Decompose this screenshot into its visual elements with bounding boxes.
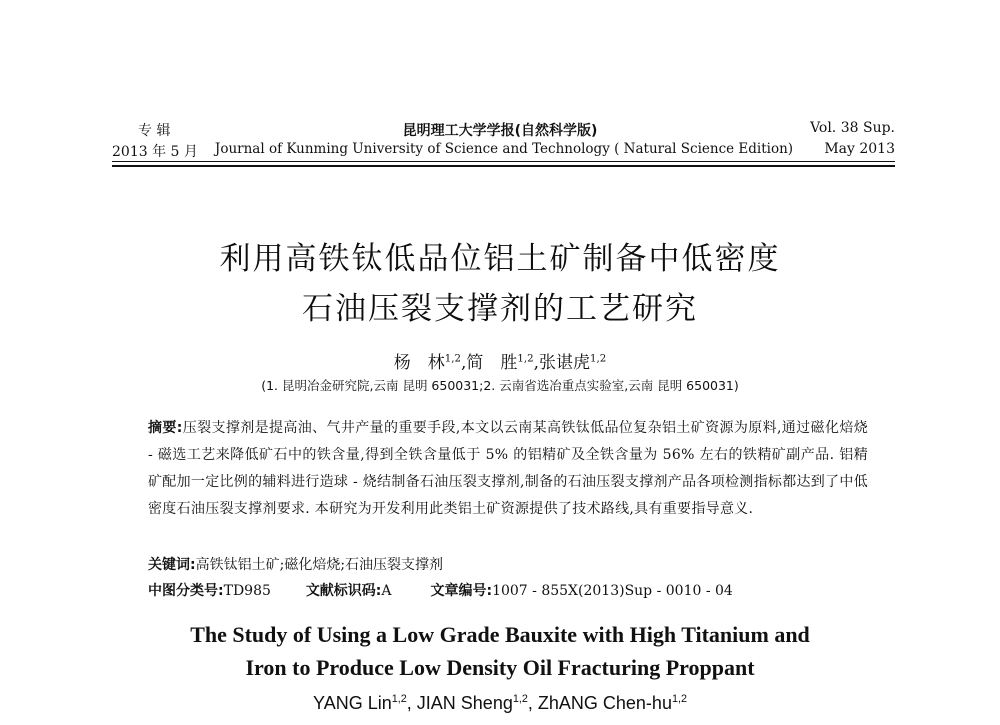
- clc-label: 中图分类号:: [148, 583, 224, 599]
- header-date: 2013 年 5 月: [112, 144, 198, 160]
- journal-name-cn: 昆明理工大学学报(自然科学版): [402, 123, 598, 139]
- title-cn-line1: 利用高铁钛低品位铝土矿制备中低密度: [219, 241, 781, 277]
- abstract-text: 压裂支撑剂是提高油、气井产量的重要手段,本文以云南某高铁钛低品位复杂铝土矿资源为原料,通过磁化焙烧 - 磁选工艺来降低矿石中的铁含量,得到全铁含量低于 5% 的铝精矿及全铁含量为 56% 左右的铁精矿副产品. 铝精矿配加一定比例的辅料进行造球 - 烧结制备石油压裂支撑剂,制备的石油压裂支撑剂产品各项检测指标都达到了中低密度石油压裂支撑剂要求. 本研究为开发利用此类铝土矿资源提供了技术路线,具有重要指导意义.: [148, 420, 868, 517]
- author-separator: ,: [460, 353, 467, 373]
- clc-value: TD985: [223, 583, 271, 599]
- doc-code-value: A: [381, 583, 392, 599]
- title-en-line1: The Study of Using a Low Grade Bauxite with High Titanium and: [190, 622, 810, 647]
- title-cn-line2: 石油压裂支撑剂的工艺研究: [302, 291, 698, 327]
- author-en: JIAN Sheng: [416, 693, 513, 713]
- author-separator: ,: [406, 693, 412, 713]
- authors-cn: [0, 348, 1000, 373]
- author-affiliation-sup: 1,2: [512, 693, 528, 705]
- author-cn: 简 胜: [466, 353, 518, 373]
- author-affiliation-sup: 1,2: [671, 693, 687, 705]
- volume-info: Vol. 38 Sup.: [810, 120, 895, 136]
- author-separator: ,: [533, 353, 539, 373]
- abstract-cn: [148, 415, 868, 523]
- author-en: ZhANG Chen-hu: [537, 693, 672, 713]
- author-separator: ,: [527, 693, 533, 713]
- author-affiliation-sup: 1,2: [444, 353, 461, 365]
- author-affiliation-sup: 1,2: [517, 353, 534, 365]
- abstract-label: 摘要:: [148, 420, 183, 436]
- classification-line: [148, 580, 868, 600]
- author-cn: 张谌虎: [539, 353, 590, 373]
- doc-code-label: 文献标识码:: [305, 583, 382, 599]
- author-affiliation-sup: 1,2: [590, 353, 607, 365]
- author-en: YANG Lin: [313, 693, 392, 713]
- article-no-label: 文章编号:: [430, 583, 493, 599]
- keywords-label: 关键词:: [148, 557, 196, 573]
- title-en-line2: Iron to Produce Low Density Oil Fracturing Proppant: [245, 655, 755, 680]
- authors-en: [0, 693, 1000, 714]
- keywords-cn: [148, 554, 868, 574]
- affiliation-cn: (1. 昆明冶金研究院,云南 昆明 650031;2. 云南省选冶重点实验室,云南 昆明 650031): [261, 378, 739, 393]
- keywords-text: 高铁钛铝土矿;磁化焙烧;石油压裂支撑剂: [195, 557, 444, 573]
- author-affiliation-sup: 1,2: [391, 693, 407, 705]
- header-column-label: 专 辑: [138, 123, 171, 139]
- header-rule-thin: [112, 161, 895, 162]
- header-rule-thick: [112, 165, 895, 167]
- article-no-value: 1007 - 855X(2013)Sup - 0010 - 04: [492, 583, 733, 599]
- author-cn: 杨 林: [393, 353, 445, 373]
- journal-name-en: Journal of Kunming University of Science and Technology ( Natural Science Edition): [214, 141, 794, 157]
- issue-date: May 2013: [824, 141, 895, 157]
